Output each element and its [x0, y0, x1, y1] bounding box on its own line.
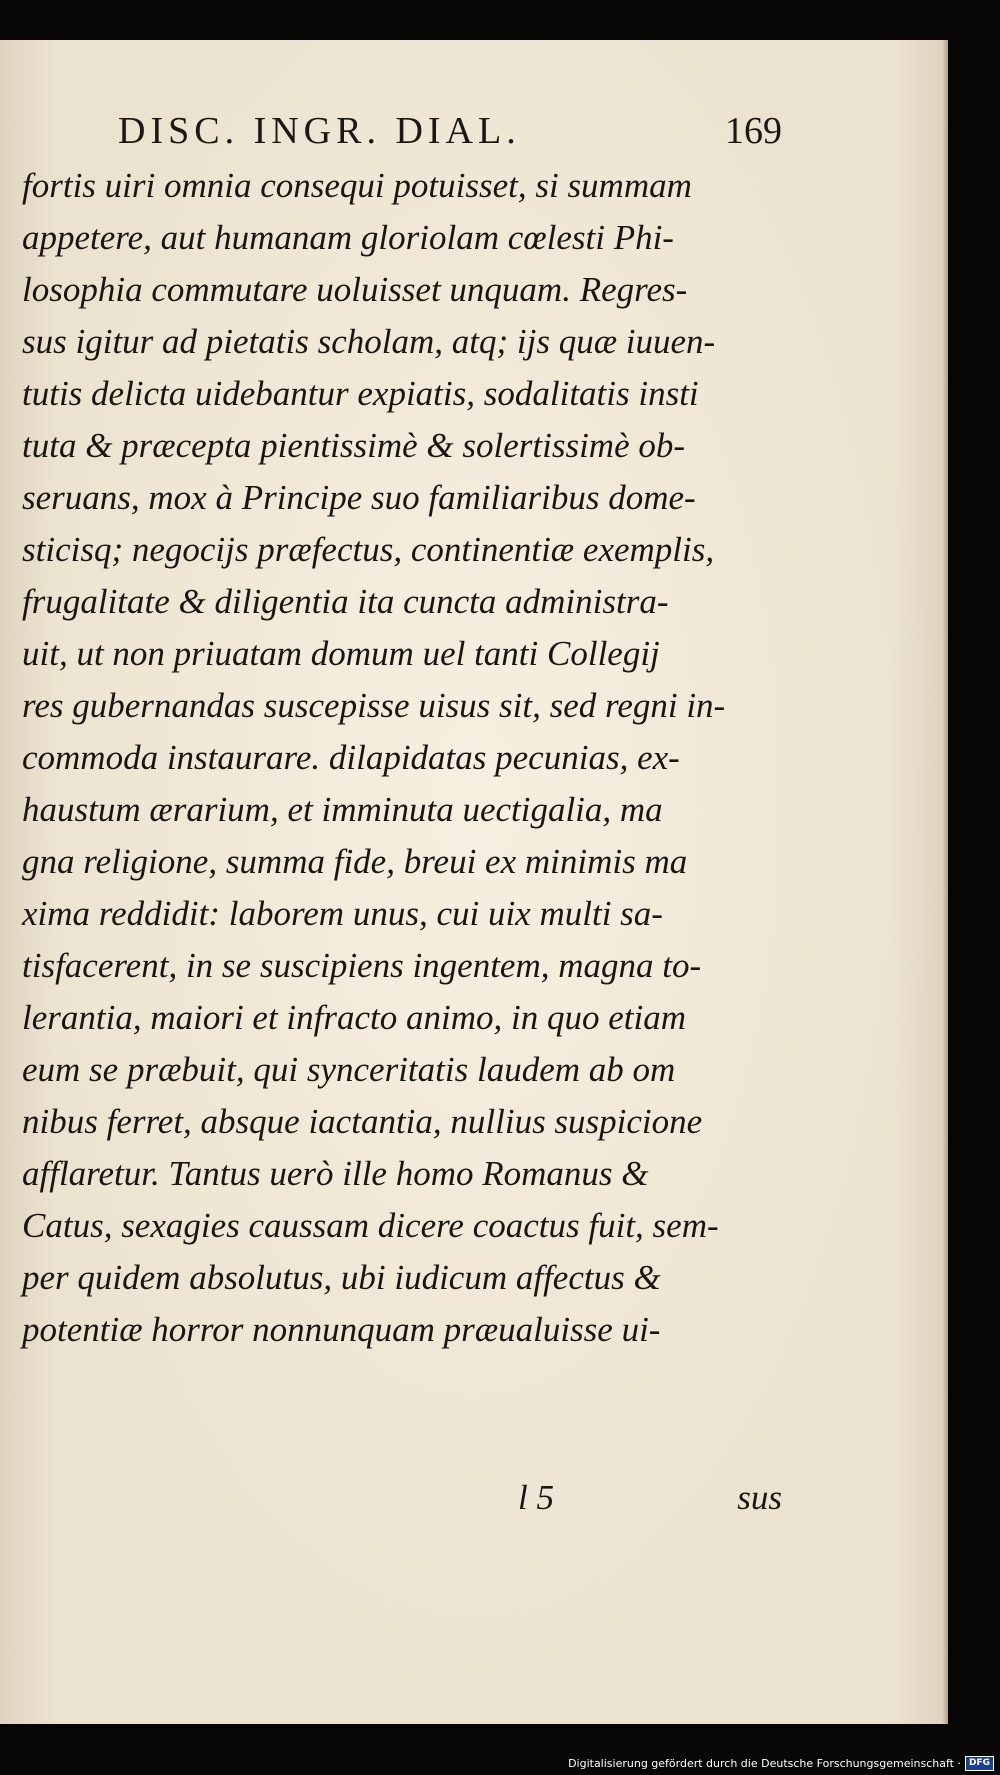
- signature-mark: l 5: [518, 1478, 554, 1517]
- text-line: Catus, sexagies caussam dicere coactus fuit, sem-: [22, 1206, 719, 1245]
- credit-text: Digitalisierung gefördert durch die Deutsche Forschungsgemeinschaft ·: [568, 1756, 961, 1770]
- text-line: eum se præbuit, qui synceritatis laudem ab om: [22, 1050, 676, 1089]
- running-title: DISC. INGR. DIAL.: [118, 110, 521, 152]
- text-line: potentiæ horror nonnunquam præualuisse ui-: [22, 1310, 661, 1349]
- text-line: nibus ferret, absque iactantia, nullius suspicione: [22, 1102, 703, 1141]
- book-page: [0, 40, 948, 1724]
- text-line: sticisq; negocijs præfectus, continentiæ exemplis,: [22, 530, 715, 569]
- credit-bar: [568, 1755, 994, 1771]
- page-number: 169: [725, 110, 782, 152]
- text-line: uit, ut non priuatam domum uel tanti Collegij: [22, 634, 660, 673]
- text-line: gna religione, summa fide, breui ex minimis ma: [22, 842, 688, 881]
- text-line: tuta & præcepta pientissimè & solertissimè ob-: [22, 426, 686, 465]
- dfg-logo: DFG: [965, 1756, 994, 1771]
- text-line: fortis uiri omnia consequi potuisset, si summam: [22, 166, 692, 205]
- text-line: tisfacerent, in se suscipiens ingentem, magna to-: [22, 946, 702, 985]
- page-footer: [22, 1478, 782, 1528]
- text-line: seruans, mox à Principe suo familiaribus dome-: [22, 478, 696, 517]
- text-line: frugalitate & diligentia ita cuncta administra-: [22, 582, 669, 621]
- text-line: lerantia, maiori et infracto animo, in quo etiam: [22, 998, 686, 1037]
- text-line: commoda instaurare. dilapidatas pecunias, ex-: [22, 738, 680, 777]
- body-text: [22, 160, 782, 1356]
- text-line: appetere, aut humanam gloriolam cœlesti Phi-: [22, 218, 674, 257]
- running-head: [118, 109, 782, 153]
- text-line: xima reddidit: laborem unus, cui uix multi sa-: [22, 894, 663, 933]
- text-line: sus igitur ad pietatis scholam, atq; ijs quæ iuuen-: [22, 322, 716, 361]
- text-line: res gubernandas suscepisse uisus sit, sed regni in-: [22, 686, 726, 725]
- text-line: tutis delicta uidebantur expiatis, sodalitatis insti: [22, 374, 699, 413]
- text-line: afflaretur. Tantus uerò ille homo Romanus &: [22, 1154, 649, 1193]
- text-line: per quidem absolutus, ubi iudicum affectus &: [22, 1258, 661, 1297]
- catchword: sus: [737, 1478, 782, 1517]
- text-line: haustum ærarium, et imminuta uectigalia, ma: [22, 790, 663, 829]
- text-line: losophia commutare uoluisset unquam. Regres-: [22, 270, 688, 309]
